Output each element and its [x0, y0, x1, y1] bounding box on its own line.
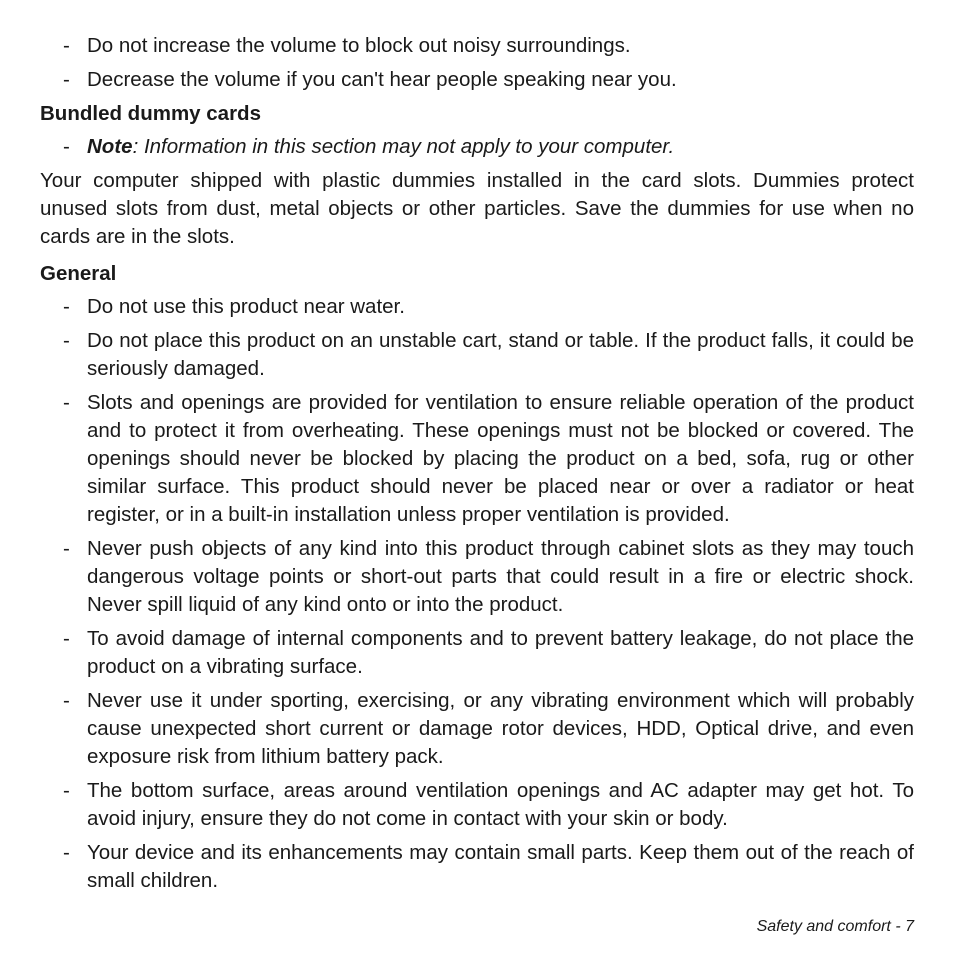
bullet-dash: -	[63, 779, 70, 802]
bullet-item	[40, 535, 914, 619]
document-page	[40, 32, 914, 901]
bullet-text: Do not place this product on an unstable cart, stand or table. If the product falls, it could be seriously damaged.	[87, 329, 914, 380]
bullet-item	[40, 66, 914, 94]
bullet-text: Do not increase the volume to block out noisy surroundings.	[87, 34, 631, 57]
bullet-dash: -	[63, 537, 70, 560]
bullet-dash: -	[63, 34, 70, 57]
bullet-dash: -	[63, 295, 70, 318]
bullet-dash: -	[63, 329, 70, 352]
bullet-text: Never use it under sporting, exercising, or any vibrating environment which will probably cause unexpected short current or damage rotor devices, HDD, Optical drive, and even exposure risk from lithium battery pack.	[87, 689, 914, 768]
bullet-item	[40, 625, 914, 681]
bullet-item	[40, 839, 914, 895]
bullet-item	[40, 293, 914, 321]
bullet-item	[40, 777, 914, 833]
dummy-cards-paragraph: Your computer shipped with plastic dummies installed in the card slots. Dummies protect unused slots from dust, metal objects or other particles. Save the dummies for use when no cards are in the slots.	[40, 169, 914, 248]
bullet-dash: -	[63, 135, 70, 158]
bullet-text: Do not use this product near water.	[87, 295, 405, 318]
note-item	[40, 133, 914, 161]
bullet-dash: -	[63, 841, 70, 864]
bullet-item	[40, 327, 914, 383]
section-heading-bundled-dummy-cards: Bundled dummy cards	[40, 102, 261, 125]
note-label: Note	[87, 135, 133, 158]
bullet-item	[40, 32, 914, 60]
bullet-item	[40, 389, 914, 529]
bullet-text: To avoid damage of internal components and to prevent battery leakage, do not place the product on a vibrating surface.	[87, 627, 914, 678]
footer-section-title: Safety and comfort -	[756, 918, 901, 935]
bullet-dash: -	[63, 627, 70, 650]
section-heading-general: General	[40, 262, 117, 285]
bullet-item	[40, 687, 914, 771]
page-number: 7	[905, 918, 914, 935]
bullet-text: Decrease the volume if you can't hear people speaking near you.	[87, 68, 677, 91]
bullet-text: Your device and its enhancements may contain small parts. Keep them out of the reach of small children.	[87, 841, 914, 892]
bullet-text: The bottom surface, areas around ventilation openings and AC adapter may get hot. To avoid injury, ensure they do not come in contact with your skin or body.	[87, 779, 914, 830]
page-footer	[757, 916, 914, 938]
bullet-text: Never push objects of any kind into this product through cabinet slots as they may touch dangerous voltage points or short-out parts that could result in a fire or electric shock. Never spill liquid of any kind onto or into the product.	[87, 537, 914, 616]
bullet-dash: -	[63, 689, 70, 712]
bullet-dash: -	[63, 68, 70, 91]
bullet-dash: -	[63, 391, 70, 414]
bullet-text: Slots and openings are provided for ventilation to ensure reliable operation of the product and to protect it from overheating. These openings must not be blocked or covered. The openings should never be blocked by placing the product on a bed, sofa, rug or other similar surface. This product should never be placed near or over a radiator or heat register, or in a built-in installation unless proper ventilation is provided.	[87, 391, 914, 526]
note-text: : Information in this section may not apply to your computer.	[132, 135, 675, 158]
